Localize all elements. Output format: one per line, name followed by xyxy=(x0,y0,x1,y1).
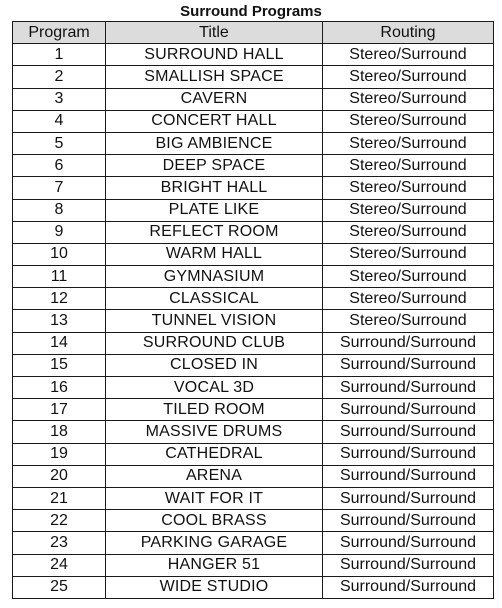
table-row xyxy=(13,377,494,399)
program-cell: 20 xyxy=(13,465,106,487)
program-cell: 17 xyxy=(13,399,106,421)
program-cell: 3 xyxy=(13,88,106,110)
routing-cell: Stereo/Surround xyxy=(323,110,494,132)
routing-cell: Stereo/Surround xyxy=(323,155,494,177)
routing-cell: Surround/Surround xyxy=(323,443,494,465)
title-cell: CLASSICAL xyxy=(106,288,323,310)
title-cell: SURROUND HALL xyxy=(106,44,323,66)
title-cell: REFLECT ROOM xyxy=(106,221,323,243)
routing-cell: Stereo/Surround xyxy=(323,44,494,66)
title-cell: WAIT FOR IT xyxy=(106,487,323,509)
table-header-row xyxy=(13,22,494,44)
routing-cell: Stereo/Surround xyxy=(323,177,494,199)
routing-cell: Surround/Surround xyxy=(323,576,494,598)
table-row xyxy=(13,221,494,243)
title-cell: SURROUND CLUB xyxy=(106,332,323,354)
routing-cell: Surround/Surround xyxy=(323,487,494,509)
routing-cell: Stereo/Surround xyxy=(323,288,494,310)
routing-cell: Stereo/Surround xyxy=(323,199,494,221)
column-header-routing: Routing xyxy=(323,22,494,44)
title-cell: CONCERT HALL xyxy=(106,110,323,132)
title-cell: PLATE LIKE xyxy=(106,199,323,221)
program-cell: 1 xyxy=(13,44,106,66)
table-row xyxy=(13,354,494,376)
program-cell: 5 xyxy=(13,132,106,154)
surround-programs-table xyxy=(12,21,494,599)
program-cell: 2 xyxy=(13,66,106,88)
routing-cell: Stereo/Surround xyxy=(323,266,494,288)
title-cell: TILED ROOM xyxy=(106,399,323,421)
program-cell: 9 xyxy=(13,221,106,243)
routing-cell: Surround/Surround xyxy=(323,354,494,376)
routing-cell: Stereo/Surround xyxy=(323,221,494,243)
program-cell: 22 xyxy=(13,510,106,532)
routing-cell: Surround/Surround xyxy=(323,554,494,576)
table-row xyxy=(13,199,494,221)
program-cell: 12 xyxy=(13,288,106,310)
table-row xyxy=(13,88,494,110)
title-cell: DEEP SPACE xyxy=(106,155,323,177)
column-header-title: Title xyxy=(106,22,323,44)
table-row xyxy=(13,465,494,487)
table-row xyxy=(13,66,494,88)
routing-cell: Surround/Surround xyxy=(323,421,494,443)
routing-cell: Stereo/Surround xyxy=(323,132,494,154)
program-cell: 15 xyxy=(13,354,106,376)
table-row xyxy=(13,243,494,265)
program-cell: 24 xyxy=(13,554,106,576)
title-cell: COOL BRASS xyxy=(106,510,323,532)
table-row xyxy=(13,443,494,465)
table-row xyxy=(13,576,494,598)
table-row xyxy=(13,310,494,332)
table-row xyxy=(13,421,494,443)
table-row xyxy=(13,510,494,532)
routing-cell: Surround/Surround xyxy=(323,399,494,421)
table-row xyxy=(13,554,494,576)
program-cell: 16 xyxy=(13,377,106,399)
table-row xyxy=(13,399,494,421)
table-body xyxy=(13,44,494,599)
program-cell: 7 xyxy=(13,177,106,199)
routing-cell: Surround/Surround xyxy=(323,510,494,532)
routing-cell: Surround/Surround xyxy=(323,465,494,487)
routing-cell: Surround/Surround xyxy=(323,377,494,399)
program-cell: 8 xyxy=(13,199,106,221)
table-row xyxy=(13,44,494,66)
table-row xyxy=(13,288,494,310)
table-row xyxy=(13,132,494,154)
routing-cell: Stereo/Surround xyxy=(323,243,494,265)
table-row xyxy=(13,177,494,199)
routing-cell: Surround/Surround xyxy=(323,332,494,354)
table-row xyxy=(13,110,494,132)
title-cell: TUNNEL VISION xyxy=(106,310,323,332)
program-cell: 4 xyxy=(13,110,106,132)
routing-cell: Stereo/Surround xyxy=(323,88,494,110)
column-header-program: Program xyxy=(13,22,106,44)
routing-cell: Surround/Surround xyxy=(323,532,494,554)
table-row xyxy=(13,266,494,288)
program-cell: 25 xyxy=(13,576,106,598)
title-cell: BRIGHT HALL xyxy=(106,177,323,199)
program-cell: 18 xyxy=(13,421,106,443)
program-cell: 13 xyxy=(13,310,106,332)
title-cell: PARKING GARAGE xyxy=(106,532,323,554)
program-cell: 21 xyxy=(13,487,106,509)
program-cell: 19 xyxy=(13,443,106,465)
program-cell: 14 xyxy=(13,332,106,354)
title-cell: ARENA xyxy=(106,465,323,487)
title-cell: SMALLISH SPACE xyxy=(106,66,323,88)
table-row xyxy=(13,532,494,554)
title-cell: CLOSED IN xyxy=(106,354,323,376)
title-cell: GYMNASIUM xyxy=(106,266,323,288)
title-cell: WARM HALL xyxy=(106,243,323,265)
title-cell: CATHEDRAL xyxy=(106,443,323,465)
program-cell: 6 xyxy=(13,155,106,177)
title-cell: MASSIVE DRUMS xyxy=(106,421,323,443)
title-cell: CAVERN xyxy=(106,88,323,110)
program-cell: 23 xyxy=(13,532,106,554)
table-row xyxy=(13,487,494,509)
page-title: Surround Programs xyxy=(180,3,322,20)
title-cell: BIG AMBIENCE xyxy=(106,132,323,154)
table-row xyxy=(13,155,494,177)
routing-cell: Stereo/Surround xyxy=(323,310,494,332)
title-cell: VOCAL 3D xyxy=(106,377,323,399)
program-cell: 10 xyxy=(13,243,106,265)
program-cell: 11 xyxy=(13,266,106,288)
title-cell: WIDE STUDIO xyxy=(106,576,323,598)
routing-cell: Stereo/Surround xyxy=(323,66,494,88)
table-row xyxy=(13,332,494,354)
title-cell: HANGER 51 xyxy=(106,554,323,576)
